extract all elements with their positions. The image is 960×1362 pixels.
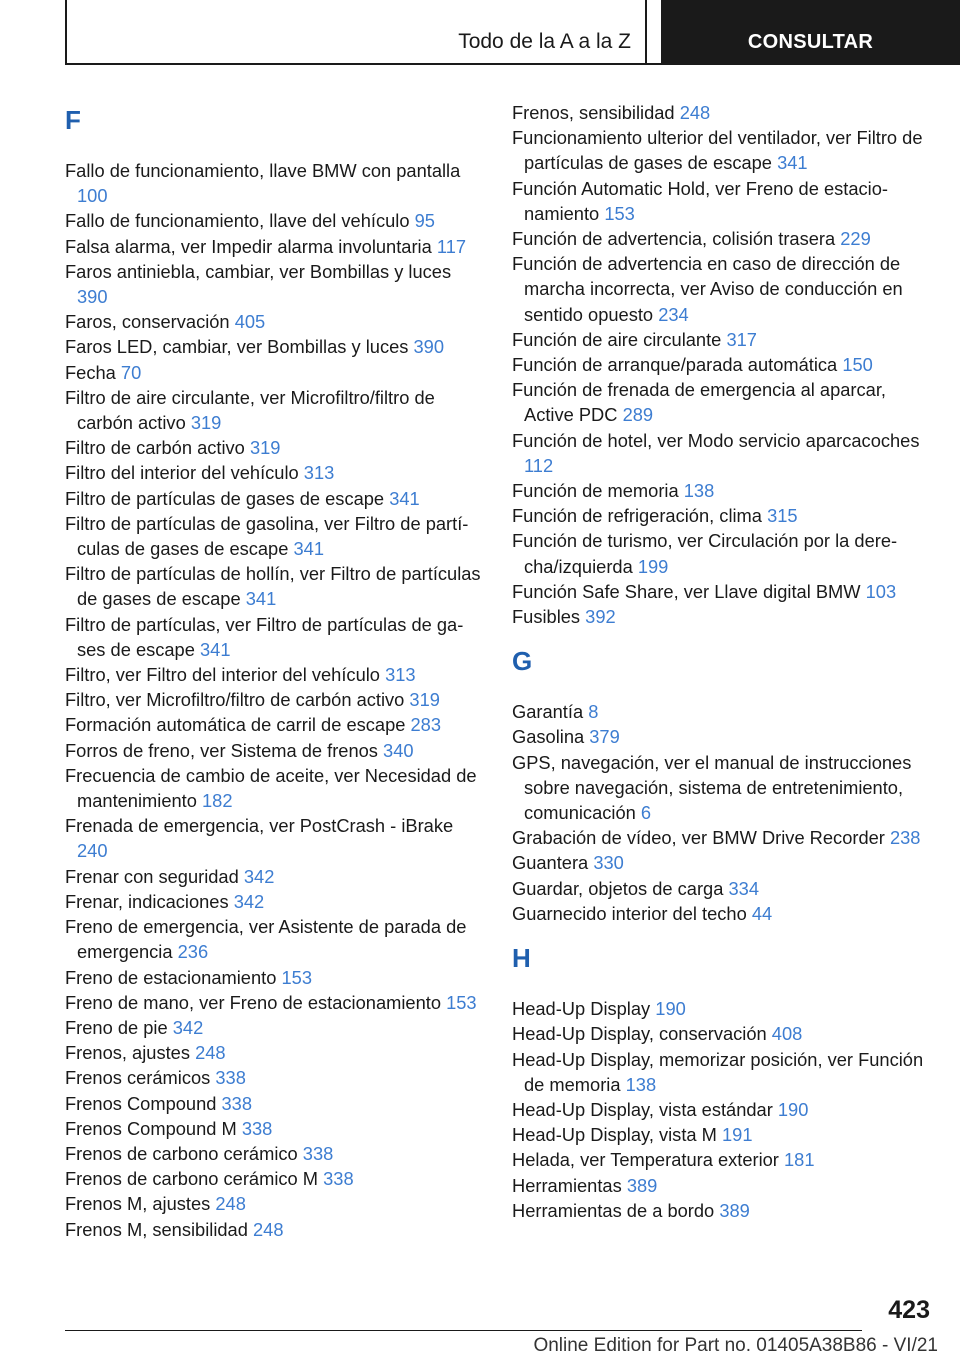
- index-entry-text: Frenos de carbono cerámico M: [65, 1168, 319, 1190]
- page-reference-link[interactable]: 389: [719, 1199, 750, 1221]
- page-reference-link[interactable]: 389: [626, 1174, 658, 1196]
- page-reference-link[interactable]: 338: [221, 1092, 253, 1114]
- index-entry: [65, 334, 485, 359]
- index-entry-text: Helada, ver Temperatura exterior: [512, 1149, 779, 1171]
- index-entry-text: Faros, conservación: [65, 311, 230, 333]
- page-reference-link[interactable]: 44: [751, 902, 773, 924]
- index-entry: [512, 377, 932, 427]
- index-entry: [512, 478, 932, 503]
- index-entry-text: Gasolina: [512, 726, 585, 748]
- page-reference-link[interactable]: 390: [77, 286, 108, 308]
- page-reference-link[interactable]: 283: [410, 714, 442, 736]
- index-entry: [65, 1116, 485, 1141]
- footer-rule: [65, 1330, 862, 1331]
- index-entry: [65, 712, 485, 737]
- page-reference-link[interactable]: 341: [389, 487, 420, 509]
- index-entry-text: Freno de estacionamiento: [65, 966, 277, 988]
- index-entry-text: Grabación de vídeo, ver BMW Drive Recorder: [512, 827, 885, 849]
- index-entry: [512, 1147, 932, 1172]
- page-reference-link[interactable]: 338: [215, 1067, 246, 1089]
- index-entry-text: Faros LED, cambiar, ver Bombillas y luces: [65, 336, 409, 358]
- index-entry: [65, 1065, 485, 1090]
- page-reference-link[interactable]: 313: [385, 664, 416, 686]
- page-reference-link[interactable]: 8: [588, 701, 599, 723]
- page-reference-link[interactable]: 153: [281, 966, 312, 988]
- index-entry: [65, 864, 485, 889]
- page-reference-link[interactable]: 342: [172, 1016, 204, 1038]
- index-entry-text: Filtro de partículas de hollín, ver Filtro de partículas de gases de escape: [65, 563, 481, 610]
- index-entry-text: Filtro del interior del vehículo: [65, 462, 299, 484]
- index-entry-text: Guarnecido interior del techo: [512, 902, 747, 924]
- index-entry: [512, 503, 932, 528]
- index-entry: [65, 385, 485, 435]
- index-column-left: [65, 100, 485, 1242]
- index-entry: [65, 1191, 485, 1216]
- index-entry-text: Forros de freno, ver Sistema de frenos: [65, 739, 378, 761]
- index-entry-text: Guantera: [512, 852, 589, 874]
- index-entry-text: Función de advertencia, colisión trasera: [512, 228, 836, 250]
- index-entry-text: Filtro, ver Filtro del interior del vehículo: [65, 664, 380, 686]
- page-reference-link[interactable]: 153: [446, 991, 477, 1013]
- index-entry-text: Frenar, indicaciones: [65, 890, 229, 912]
- index-entry-text: Fallo de funcionamiento, llave del vehículo: [65, 210, 410, 232]
- index-entry: [512, 699, 932, 724]
- page-reference-link[interactable]: 334: [728, 877, 759, 899]
- page-reference-link[interactable]: 390: [413, 336, 445, 358]
- index-entry: [65, 1040, 485, 1065]
- index-entry-text: Frenos M, sensibilidad: [65, 1218, 248, 1240]
- index-entry-text: Funcionamiento ulterior del ventilador, ver Filtro de partículas de gases de escape: [512, 127, 923, 174]
- index-entry-text: Freno de emergencia, ver Asistente de parada de emergencia: [65, 916, 467, 963]
- index-entry-text: Falsa alarma, ver Impedir alarma involuntaria: [65, 235, 432, 257]
- tab-consultar[interactable]: CONSULTAR: [661, 0, 960, 63]
- index-entry: [512, 1198, 932, 1223]
- page-reference-link[interactable]: 138: [625, 1073, 657, 1095]
- index-entry: [65, 763, 485, 813]
- index-entry-text: Función de aire circulante: [512, 328, 722, 350]
- section-letter: G: [512, 646, 533, 677]
- page-reference-link[interactable]: 319: [409, 689, 440, 711]
- page-reference-link[interactable]: 6: [640, 802, 652, 824]
- index-entry: [512, 1097, 932, 1122]
- index-entry: [65, 1166, 485, 1191]
- page-reference-link[interactable]: 338: [241, 1117, 273, 1139]
- index-entry: [65, 208, 485, 233]
- index-entry: [65, 612, 485, 662]
- index-entry: [512, 901, 932, 926]
- index-entry-text: Función de arranque/parada automática: [512, 354, 838, 376]
- index-entry: [512, 327, 932, 352]
- page-reference-link[interactable]: 405: [234, 311, 266, 333]
- index-entry-text: Función de advertencia en caso de dirección de marcha incorrecta, ver Aviso de conducción en sentido opuesto: [512, 253, 903, 325]
- index-entry: [65, 234, 485, 259]
- index-entry-text: Head-Up Display, vista estándar: [512, 1098, 773, 1120]
- page-reference-link[interactable]: 236: [177, 941, 209, 963]
- index-entry: [65, 259, 485, 309]
- index-entry-text: Faros antiniebla, cambiar, ver Bombillas y luces: [65, 260, 452, 282]
- index-entry-text: Función de frenada de emergencia al aparcar, Active PDC: [512, 379, 886, 426]
- page-reference-link[interactable]: 190: [655, 998, 686, 1020]
- page-reference-link[interactable]: 338: [302, 1142, 334, 1164]
- index-entry-text: Función Safe Share, ver Llave digital BMW: [512, 580, 861, 602]
- index-entry-text: Fecha: [65, 361, 116, 383]
- index-entry: [65, 561, 485, 611]
- index-entry-text: Frenada de emergencia, ver PostCrash - iBrake: [65, 815, 454, 837]
- index-entry: [65, 486, 485, 511]
- index-entry-text: Garantía: [512, 701, 584, 723]
- index-entry-text: Herramientas: [512, 1174, 622, 1196]
- section-letter: H: [512, 943, 531, 974]
- page-reference-link[interactable]: 153: [604, 202, 635, 224]
- index-entry: [512, 528, 932, 578]
- index-entry-text: Frecuencia de cambio de aceite, ver Necesidad de mantenimiento: [65, 764, 477, 812]
- page-reference-link[interactable]: 117: [436, 235, 467, 257]
- page-reference-link[interactable]: 248: [679, 102, 711, 123]
- index-entry: [65, 889, 485, 914]
- index-entry: [512, 125, 932, 175]
- page-reference-link[interactable]: 317: [726, 328, 757, 350]
- page-reference-link[interactable]: 408: [771, 1023, 803, 1045]
- index-entry: [65, 460, 485, 485]
- index-entry: [512, 996, 932, 1021]
- index-entry: [512, 100, 932, 125]
- index-entry-text: Filtro de carbón activo: [65, 437, 245, 459]
- page-reference-link[interactable]: 341: [777, 152, 808, 174]
- index-entry: [512, 1173, 932, 1198]
- page-reference-link[interactable]: 150: [842, 354, 873, 376]
- page-reference-link[interactable]: 313: [303, 462, 335, 484]
- index-entry-text: Formación automática de carril de escape: [65, 714, 406, 736]
- page-reference-link[interactable]: 248: [253, 1218, 284, 1240]
- page-reference-link[interactable]: 103: [865, 580, 897, 602]
- page-reference-link[interactable]: 182: [202, 790, 233, 812]
- index-entry-text: Frenos, sensibilidad: [512, 102, 675, 123]
- index-column-right: [512, 100, 932, 1223]
- index-entry: [65, 435, 485, 460]
- index-entry-text: Filtro de aire circulante, ver Microfiltro/filtro de carbón activo: [65, 386, 435, 434]
- index-entry-text: Head-Up Display, memorizar posición, ver Función de memoria: [512, 1048, 924, 1095]
- index-entry: [65, 914, 485, 964]
- index-entry: [512, 251, 932, 327]
- index-entry-text: Función de turismo, ver Circulación por la derecha/izquierda: [512, 530, 898, 577]
- page-reference-link[interactable]: 341: [200, 638, 231, 660]
- index-entry: [512, 352, 932, 377]
- index-entry-text: Head-Up Display, conservación: [512, 1023, 767, 1045]
- page-reference-link[interactable]: 338: [323, 1168, 354, 1190]
- index-entry-text: Frenos M, ajustes: [65, 1193, 211, 1215]
- tab-todo-de-la-a-a-la-z[interactable]: Todo de la A a la Z: [67, 0, 647, 63]
- page-reference-link[interactable]: 238: [889, 827, 921, 849]
- page-header: [0, 0, 960, 64]
- page-reference-link[interactable]: 248: [195, 1042, 226, 1064]
- index-entry: [65, 309, 485, 334]
- page-reference-link[interactable]: 234: [658, 303, 689, 325]
- index-entry-text: Fallo de funcionamiento, llave BMW con pantalla: [65, 160, 461, 181]
- index-entry: [65, 738, 485, 763]
- index-entry: [65, 158, 485, 208]
- index-entry: [512, 1047, 932, 1097]
- index-entry: [65, 511, 485, 561]
- index-entry-text: Frenos cerámicos: [65, 1067, 211, 1089]
- index-entry: [65, 1217, 485, 1242]
- page-reference-link[interactable]: 392: [585, 606, 616, 628]
- index-entry: [512, 1021, 932, 1046]
- index-entry: [65, 965, 485, 990]
- page-reference-link[interactable]: 248: [215, 1193, 246, 1215]
- page-reference-link[interactable]: 229: [840, 228, 871, 250]
- index-entry: [512, 1122, 932, 1147]
- page-reference-link[interactable]: 319: [190, 412, 222, 434]
- index-entry-text: Función Automatic Hold, ver Freno de estacionamiento: [512, 177, 888, 224]
- section-letter: F: [65, 105, 81, 135]
- index-entry: [512, 604, 932, 629]
- index-entry-text: Filtro de partículas de gasolina, ver Filtro de partículas de gases de escape: [65, 512, 469, 560]
- index-entry: [65, 990, 485, 1015]
- index-entry-text: Filtro de partículas de gases de escape: [65, 487, 385, 509]
- page-reference-link[interactable]: 315: [767, 505, 798, 527]
- index-entry-text: GPS, navegación, ver el manual de instrucciones sobre navegación, sistema de entretenimiento, comunicación: [512, 751, 912, 824]
- index-entry-text: Head-Up Display, vista M: [512, 1124, 717, 1146]
- page-number: 423: [888, 1296, 930, 1324]
- index-entry: [65, 687, 485, 712]
- page-reference-link[interactable]: 70: [120, 361, 142, 383]
- index-entry: [65, 813, 485, 863]
- page-reference-link[interactable]: 340: [383, 739, 414, 761]
- index-entry-text: Función de hotel, ver Modo servicio aparcacoches: [512, 429, 920, 451]
- index-entry: [512, 850, 932, 875]
- page-reference-link[interactable]: 100: [77, 185, 108, 207]
- page-reference-link[interactable]: 341: [245, 588, 277, 610]
- footer-edition: Online Edition for Part no. 01405A38B86 - VI/21: [533, 1335, 938, 1356]
- index-entry-text: Función de memoria: [512, 480, 679, 502]
- page-reference-link[interactable]: 138: [683, 480, 715, 502]
- index-entry: [65, 1141, 485, 1166]
- page-reference-link[interactable]: 319: [249, 437, 281, 459]
- index-entry-text: Guardar, objetos de carga: [512, 877, 724, 899]
- page-reference-link[interactable]: 342: [233, 890, 265, 912]
- page-reference-link[interactable]: 379: [589, 726, 620, 748]
- index-entry-text: Filtro de partículas, ver Filtro de partículas de gases de escape: [65, 613, 464, 660]
- page-reference-link[interactable]: 341: [293, 538, 325, 560]
- index-entry-text: Head-Up Display: [512, 998, 651, 1020]
- index-entry: [512, 724, 932, 749]
- index-entry-text: Frenos Compound M: [65, 1117, 237, 1139]
- page-reference-link[interactable]: 289: [622, 404, 654, 426]
- index-entry-text: Frenos Compound: [65, 1092, 217, 1114]
- index-entry: [512, 226, 932, 251]
- index-entry: [65, 1015, 485, 1040]
- index-entry-text: Frenos de carbono cerámico: [65, 1142, 298, 1164]
- page-reference-link[interactable]: 199: [637, 555, 669, 577]
- index-entry: [65, 360, 485, 385]
- index-entry: [512, 825, 932, 850]
- index-entry: [512, 579, 932, 604]
- page-reference-link[interactable]: 95: [414, 210, 435, 232]
- index-entry-text: Freno de pie: [65, 1016, 168, 1038]
- page-reference-link[interactable]: 330: [593, 852, 624, 874]
- index-entry-text: Filtro, ver Microfiltro/filtro de carbón activo: [65, 689, 405, 711]
- page-reference-link[interactable]: 342: [243, 865, 275, 887]
- index-entry: [512, 750, 932, 826]
- index-entry-text: Función de refrigeración, clima: [512, 505, 762, 527]
- index-entry: [65, 1091, 485, 1116]
- page-reference-link[interactable]: 240: [77, 840, 108, 862]
- index-entry-text: Fusibles: [512, 606, 581, 628]
- index-entry: [512, 876, 932, 901]
- index-entry-text: Herramientas de a bordo: [512, 1199, 715, 1221]
- index-entry-text: Frenar con seguridad: [65, 865, 239, 887]
- index-entry: [512, 176, 932, 226]
- index-entry: [512, 428, 932, 478]
- page-reference-link[interactable]: 190: [777, 1098, 809, 1120]
- index-entry-text: Frenos, ajustes: [65, 1042, 190, 1064]
- page-reference-link[interactable]: 112: [524, 454, 554, 476]
- header-rule: [65, 63, 960, 65]
- index-entry-text: Freno de mano, ver Freno de estacionamiento: [65, 991, 441, 1013]
- index-entry: [65, 662, 485, 687]
- page-reference-link[interactable]: 191: [721, 1124, 753, 1146]
- page-reference-link[interactable]: 181: [784, 1149, 815, 1171]
